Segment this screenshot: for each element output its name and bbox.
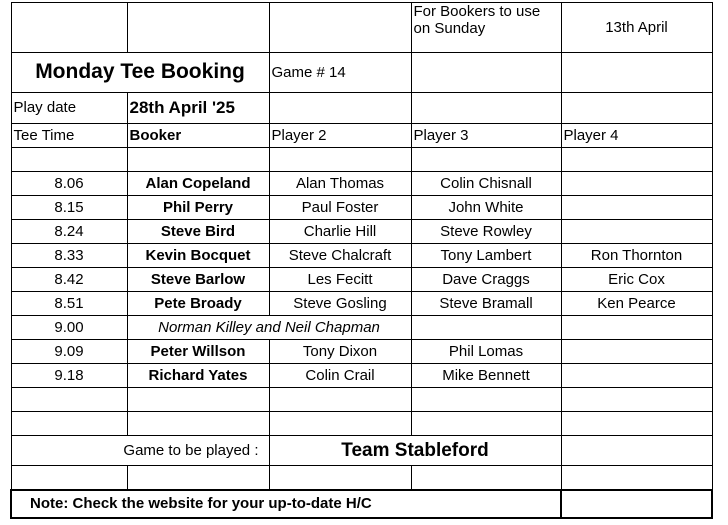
empty-cell <box>269 412 411 436</box>
table-row <box>11 172 712 196</box>
booker-name: Peter Willson <box>127 340 269 364</box>
empty-cell <box>411 93 561 124</box>
player-2-name: Colin Crail <box>269 364 411 388</box>
player-2-name: Steve Chalcraft <box>269 244 411 268</box>
empty-cell <box>11 148 127 172</box>
empty-cell <box>411 466 561 490</box>
table-row <box>11 244 712 268</box>
player-4-name: Ron Thornton <box>561 244 712 268</box>
empty-cell <box>561 53 712 93</box>
empty-cell <box>411 148 561 172</box>
empty-cell <box>269 93 411 124</box>
booker-name: Steve Bird <box>127 220 269 244</box>
empty-cell <box>127 148 269 172</box>
tee-time: 9.09 <box>11 340 127 364</box>
empty-cell <box>561 490 712 518</box>
player-4-name <box>561 172 712 196</box>
game-number: Game # 14 <box>269 53 411 93</box>
play-date-label: Play date <box>11 93 127 124</box>
game-type: Team Stableford <box>269 436 561 466</box>
empty-cell <box>269 3 411 53</box>
empty-cell <box>561 436 712 466</box>
player-2-name: Tony Dixon <box>269 340 411 364</box>
table-row <box>11 196 712 220</box>
empty-cell <box>561 388 712 412</box>
tee-time: 9.00 <box>11 316 127 340</box>
empty-cell <box>11 412 127 436</box>
empty-cell <box>11 3 127 53</box>
player-4-name <box>561 340 712 364</box>
table-row <box>11 316 712 340</box>
empty-cell <box>411 316 561 340</box>
empty-cell <box>561 93 712 124</box>
tee-time: 8.51 <box>11 292 127 316</box>
booker-name: Pete Broady <box>127 292 269 316</box>
player-3-name: John White <box>411 196 561 220</box>
column-header-player-3: Player 3 <box>411 124 561 148</box>
column-header-booker: Booker <box>127 124 269 148</box>
bookers-note-line2: on Sunday <box>413 20 486 38</box>
table-row <box>11 220 712 244</box>
tee-time: 8.15 <box>11 196 127 220</box>
player-2-name: Steve Gosling <box>269 292 411 316</box>
player-3-name: Phil Lomas <box>411 340 561 364</box>
booker-name: Alan Copeland <box>127 172 269 196</box>
player-4-name: Ken Pearce <box>561 292 712 316</box>
empty-cell <box>11 388 127 412</box>
player-2-name: Les Fecitt <box>269 268 411 292</box>
player-2-name: Paul Foster <box>269 196 411 220</box>
player-3-name: Dave Craggs <box>411 268 561 292</box>
empty-cell <box>411 388 561 412</box>
table-row <box>11 364 712 388</box>
column-header-tee-time: Tee Time <box>11 124 127 148</box>
player-4-name <box>561 196 712 220</box>
player-4-name <box>561 220 712 244</box>
game-label: Game to be played : <box>11 436 269 466</box>
handicap-note: Note: Check the website for your up-to-date H/C <box>11 490 561 518</box>
booker-name: Kevin Bocquet <box>127 244 269 268</box>
empty-cell <box>127 388 269 412</box>
tee-booking-sheet <box>10 2 713 519</box>
player-3-name: Steve Bramall <box>411 292 561 316</box>
booker-name: Steve Barlow <box>127 268 269 292</box>
player-4-name <box>561 364 712 388</box>
empty-cell <box>561 412 712 436</box>
empty-cell <box>11 466 127 490</box>
empty-cell <box>127 3 269 53</box>
player-3-name: Steve Rowley <box>411 220 561 244</box>
table-row <box>11 340 712 364</box>
player-2-name: Charlie Hill <box>269 220 411 244</box>
player-2-name: Alan Thomas <box>269 172 411 196</box>
player-3-name: Mike Bennett <box>411 364 561 388</box>
table-row <box>11 268 712 292</box>
tee-time: 8.33 <box>11 244 127 268</box>
player-4-name: Eric Cox <box>561 268 712 292</box>
merged-players: Norman Killey and Neil Chapman <box>127 316 411 340</box>
play-date: 28th April '25 <box>127 93 269 124</box>
empty-cell <box>411 53 561 93</box>
player-3-name: Tony Lambert <box>411 244 561 268</box>
empty-cell <box>127 412 269 436</box>
booker-name: Phil Perry <box>127 196 269 220</box>
column-header-player-4: Player 4 <box>561 124 712 148</box>
bookers-note <box>411 3 561 53</box>
bookers-note-line1: For Bookers to use <box>413 3 541 20</box>
empty-cell <box>127 466 269 490</box>
empty-cell <box>561 466 712 490</box>
page-title: Monday Tee Booking <box>11 53 269 93</box>
column-header-player-2: Player 2 <box>269 124 411 148</box>
empty-cell <box>561 148 712 172</box>
tee-time: 9.18 <box>11 364 127 388</box>
tee-time: 8.06 <box>11 172 127 196</box>
player-3-name: Colin Chisnall <box>411 172 561 196</box>
booker-name: Richard Yates <box>127 364 269 388</box>
empty-cell <box>269 388 411 412</box>
tee-time: 8.42 <box>11 268 127 292</box>
empty-cell <box>561 316 712 340</box>
note-date: 13th April <box>561 3 712 53</box>
empty-cell <box>269 148 411 172</box>
tee-time: 8.24 <box>11 220 127 244</box>
empty-cell <box>411 412 561 436</box>
table-row <box>11 292 712 316</box>
empty-cell <box>269 466 411 490</box>
